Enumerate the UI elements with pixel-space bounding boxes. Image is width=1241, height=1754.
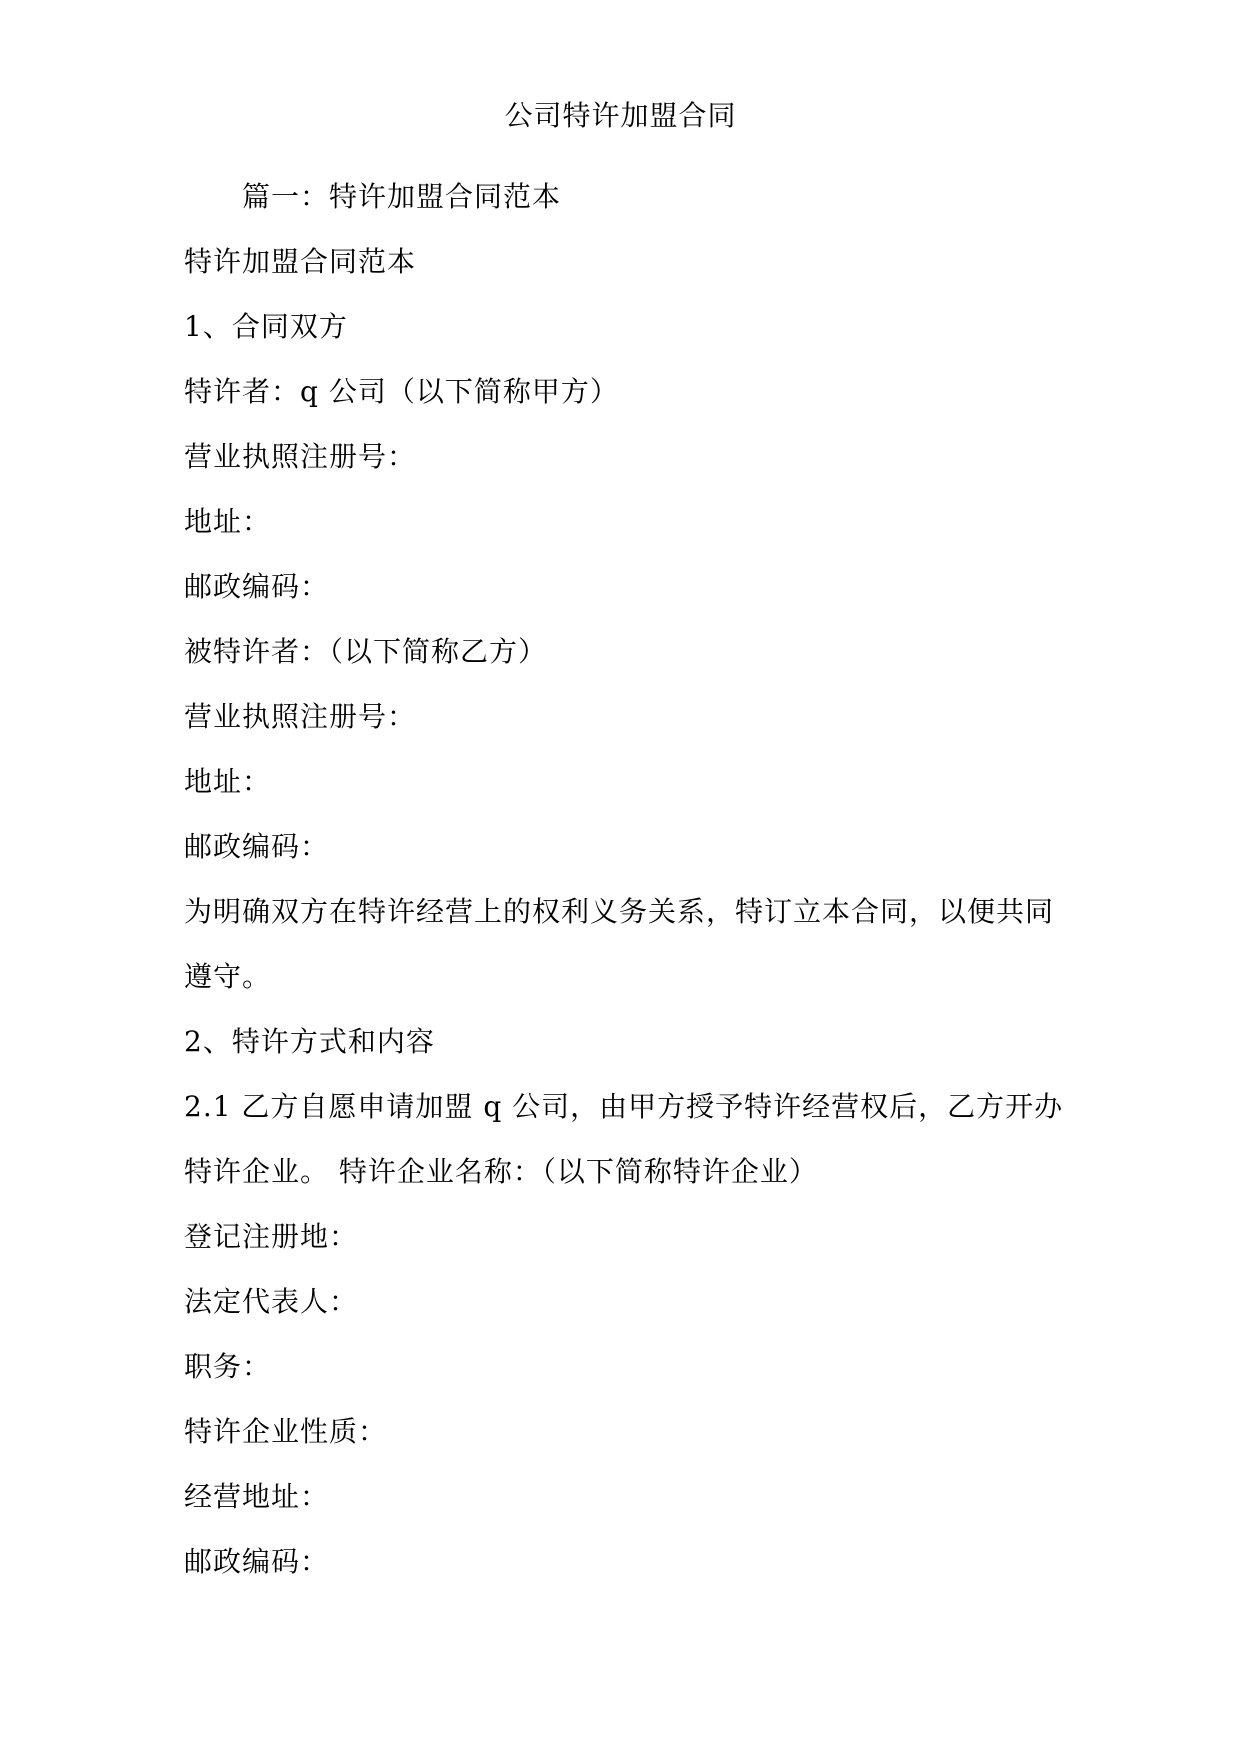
field-line: 邮政编码：	[184, 1545, 330, 1578]
field-line: 特许企业性质：	[184, 1415, 388, 1448]
field-line: 邮政编码：	[184, 830, 330, 863]
field-line: 营业执照注册号：	[184, 440, 417, 473]
field-line: 法定代表人：	[184, 1285, 359, 1318]
clause-heading: 1、合同双方	[184, 310, 348, 343]
contract-subtitle: 特许加盟合同范本	[184, 245, 417, 278]
section-heading: 篇一：特许加盟合同范本	[242, 180, 562, 213]
paragraph-line: 为明确双方在特许经营上的权利义务关系，特订立本合同，以便共同	[184, 895, 1055, 928]
paragraph-line: 2.1 乙方自愿申请加盟 q 公司，由甲方授予特许经营权后，乙方开办	[184, 1090, 1064, 1123]
franchisor-line: 特许者：q 公司（以下简称甲方）	[184, 375, 619, 408]
paragraph-line: 遵守。	[184, 960, 272, 993]
field-line: 登记注册地：	[184, 1220, 359, 1253]
document-title: 公司特许加盟合同	[504, 99, 737, 132]
field-line: 营业执照注册号：	[184, 700, 417, 733]
clause-heading: 2、特许方式和内容	[184, 1025, 435, 1058]
document-body	[184, 164, 1064, 1594]
franchisee-line: 被特许者：（以下简称乙方）	[184, 635, 548, 668]
field-line: 地址：	[184, 505, 272, 538]
field-line: 职务：	[184, 1350, 272, 1383]
field-line: 经营地址：	[184, 1480, 330, 1513]
paragraph-line: 特许企业。 特许企业名称：（以下简称特许企业）	[184, 1155, 818, 1188]
field-line: 邮政编码：	[184, 570, 330, 603]
field-line: 地址：	[184, 765, 272, 798]
